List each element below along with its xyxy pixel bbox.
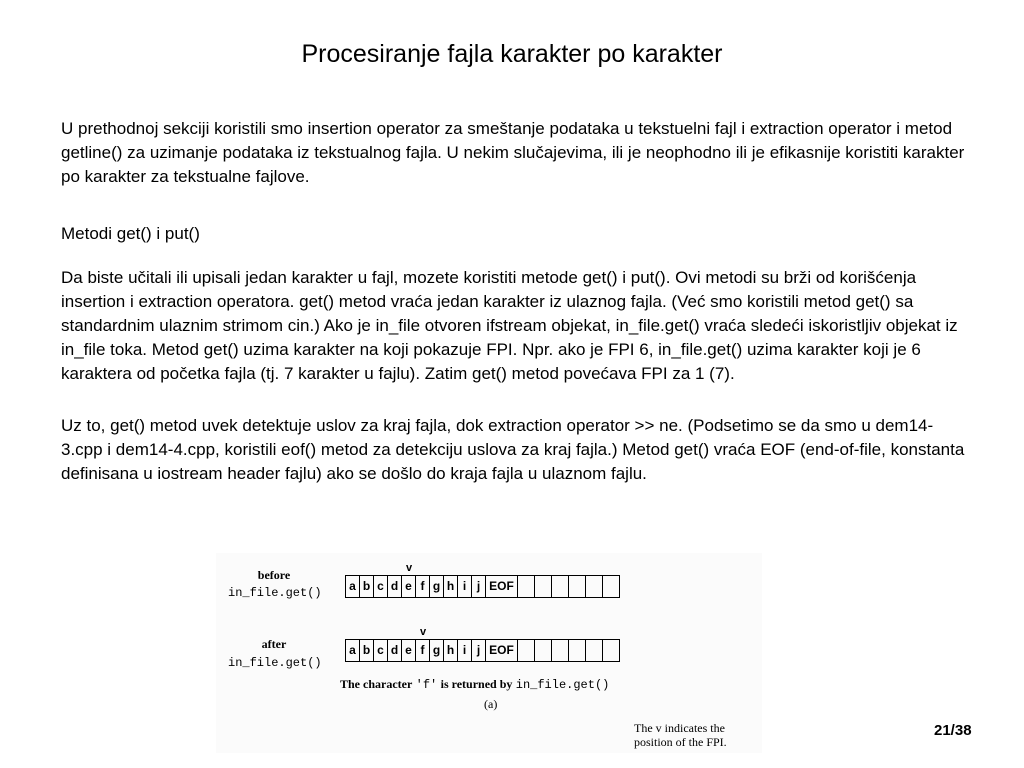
file-cell: g	[430, 640, 444, 661]
file-cell: i	[458, 576, 472, 597]
caption-code-1: 'f'	[415, 678, 438, 692]
file-cells-after	[345, 639, 620, 662]
fpi-figure	[216, 553, 762, 753]
eof-paragraph: Uz to, get() metod uvek detektuje uslov za kraj fajla, dok extraction operator >> ne. (Podsetimo se da smo u dem14-3.cpp i dem14-4.cpp, koristili eof() metod za detekciju uslova za kraj fajla.) Metod get() vraća EOF (end-of-file, konstanta definisana u iostream header fajlu) ako se došlo do kraja fajla u ulaznom fajlu.	[61, 416, 965, 483]
file-cell: e	[402, 640, 416, 661]
file-cells-before	[345, 575, 620, 598]
figure-note-line-2: position of the FPI.	[634, 735, 727, 749]
file-cell: EOF	[486, 640, 518, 661]
section-heading: Metodi get() i put()	[61, 224, 200, 243]
file-cell: c	[374, 640, 388, 661]
figure-caption	[340, 677, 609, 692]
file-cell: b	[360, 640, 374, 661]
file-cell-empty	[552, 576, 569, 597]
file-cell-empty	[603, 576, 620, 597]
file-cell: EOF	[486, 576, 518, 597]
caption-text-1: The character	[340, 677, 413, 691]
after-code: in_file.get()	[228, 656, 322, 670]
after-label: after	[261, 637, 287, 651]
file-cell-empty	[535, 640, 552, 661]
fpi-before-marker: v	[406, 562, 413, 574]
file-cell-empty	[603, 640, 620, 661]
file-cell: f	[416, 640, 430, 661]
figure-note-line-1: The v indicates the	[634, 721, 725, 735]
file-cell: a	[346, 576, 360, 597]
before-label: before	[257, 568, 291, 582]
file-cell: d	[388, 576, 402, 597]
file-cell: j	[472, 640, 486, 661]
file-cell-empty	[552, 640, 569, 661]
file-cell: e	[402, 576, 416, 597]
slide-title: Procesiranje fajla karakter po karakter	[301, 40, 723, 68]
file-cell: b	[360, 576, 374, 597]
file-cell: f	[416, 576, 430, 597]
caption-code-2: in_file.get()	[515, 678, 610, 692]
figure-note	[634, 721, 762, 749]
file-cell-empty	[518, 576, 535, 597]
intro-paragraph: U prethodnoj sekciji koristili smo insertion operator za smeštanje podataka u tekstuelni fajl i extraction operator i metod getline() za uzimanje podataka iz tekstualnog fajla. U nekim slučajevima, ili je neophodno ili je efikasnije koristiti karakter po karakter za tekstualne fajlove.	[61, 119, 965, 186]
file-cell: h	[444, 640, 458, 661]
file-cell: j	[472, 576, 486, 597]
file-cell-empty	[586, 576, 603, 597]
file-cell-empty	[569, 640, 586, 661]
file-cell: g	[430, 576, 444, 597]
page-number: 21/38	[934, 722, 972, 739]
file-cell: d	[388, 640, 402, 661]
file-cell: h	[444, 576, 458, 597]
get-put-paragraph: Da biste učitali ili upisali jedan karakter u fajl, mozete koristiti metode get() i put(). Ovi metodi su brži od korišćenja insertion i extraction operatora. get() metod vraća jedan karakter iz ulaznog fajla. (Već smo koristili metod get() sa standardnim ulaznim strimom cin.) Ako je in_file otvoren ifstream objekat, in_file.get() vraća sledeći iskoristljiv objekat iz in_file toka. Metod get() uzima karakter na koji pokazuje FPI. Npr. ako je FPI 6, in_file.get() uzima karakter koji je 6 karaktera od početka fajla (tj. 7 karakter u fajlu). Zatim get() metod povećava FPI za 1 (7).	[61, 268, 958, 383]
file-cell: a	[346, 640, 360, 661]
file-cell: c	[374, 576, 388, 597]
before-code: in_file.get()	[228, 586, 322, 600]
file-cell-empty	[586, 640, 603, 661]
file-cell-empty	[569, 576, 586, 597]
file-cell-empty	[535, 576, 552, 597]
file-cell-empty	[518, 640, 535, 661]
fpi-after-marker: v	[420, 626, 427, 638]
figure-sublabel: (a)	[484, 697, 498, 711]
caption-text-2: is returned by	[440, 677, 513, 691]
file-cell: i	[458, 640, 472, 661]
